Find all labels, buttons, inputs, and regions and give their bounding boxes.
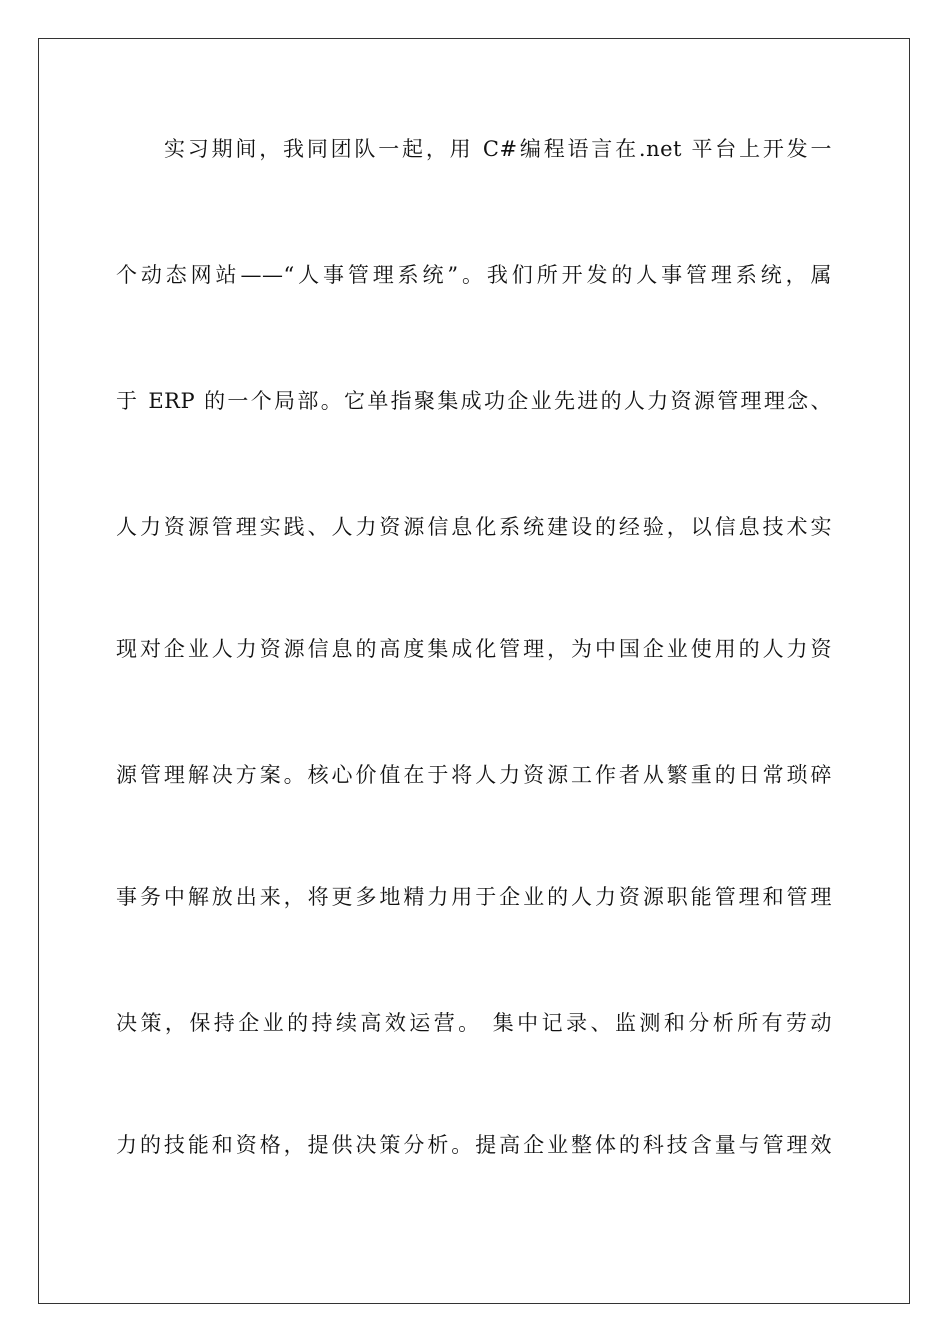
paragraph-line-5: 现对企业人力资源信息的高度集成化管理，为中国企业使用的人力资 [116,637,832,661]
paragraph-line-2: 个动态网站——“人事管理系统”。我们所开发的人事管理系统，属 [116,263,832,287]
paragraph-line-8: 决策，保持企业的持续高效运营。 集中记录、监测和分析所有劳动 [116,1011,832,1035]
paragraph-line-9: 力的技能和资格，提供决策分析。提高企业整体的科技含量与管理效 [116,1133,832,1157]
paragraph-line-6: 源管理解决方案。核心价值在于将人力资源工作者从繁重的日常琐碎 [116,763,832,787]
paragraph-line-1: 实习期间，我同团队一起，用 C#编程语言在.net 平台上开发一 [164,137,832,161]
paragraph-line-7: 事务中解放出来，将更多地精力用于企业的人力资源职能管理和管理 [116,885,832,909]
paragraph-line-4: 人力资源管理实践、人力资源信息化系统建设的经验，以信息技术实 [116,515,832,539]
page-border [38,38,910,1304]
paragraph-line-3: 于 ERP 的一个局部。它单指聚集成功企业先进的人力资源管理理念、 [116,389,832,413]
